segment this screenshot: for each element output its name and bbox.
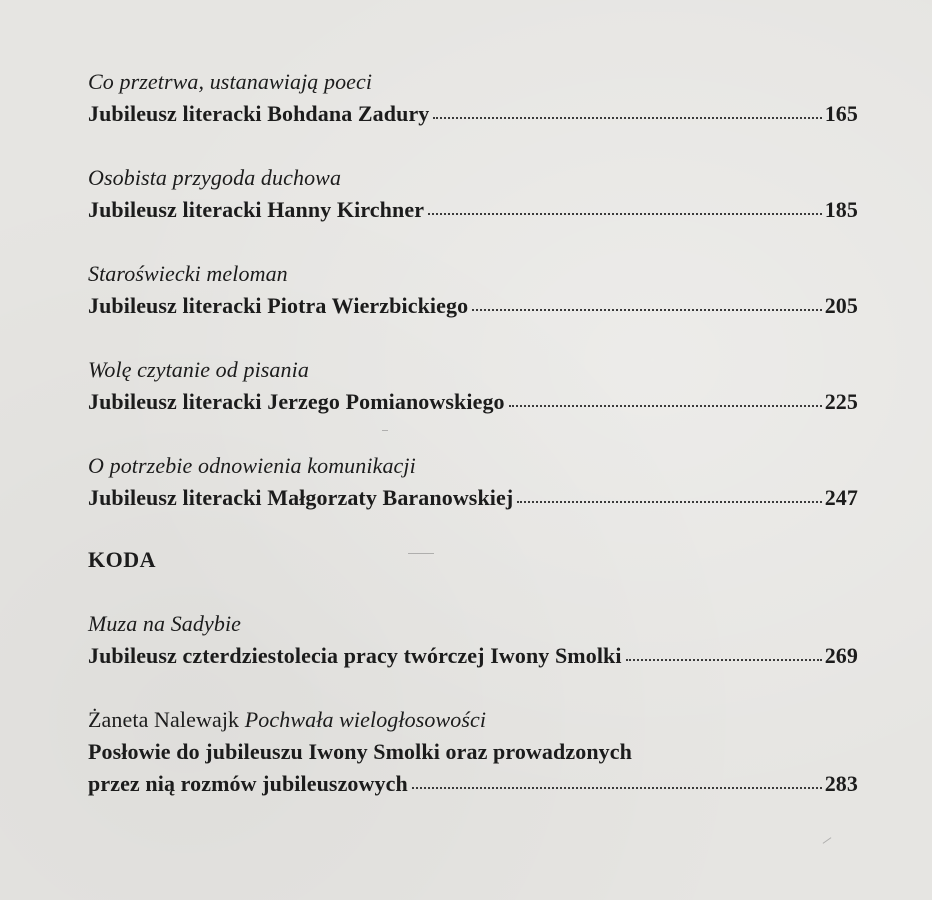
spacer [88,130,858,162]
dot-leader [428,212,822,215]
toc-entry [88,450,858,514]
spacer [88,576,858,608]
entry-subtitle-row[interactable] [88,768,858,800]
entry-subtitle: Jubileusz czterdziestolecia pracy twórczej Iwony Smolki [88,643,622,668]
entry-title: O potrzebie odnowienia komunikacji [88,453,416,478]
spacer [88,322,858,354]
entry-description-cont: przez nią rozmów jubileuszowych [88,771,408,796]
dot-leader [472,308,821,311]
paper-speck [382,430,388,431]
entry-subtitle-row[interactable] [88,98,858,130]
dot-leader [517,500,821,503]
paper-speck [823,837,832,844]
dot-leader [433,116,821,119]
section-heading: KODA [88,547,156,572]
entry-title: Co przetrwa, ustanawiają poeci [88,69,373,94]
page-number: 205 [824,293,858,318]
dot-leader [412,786,822,789]
dot-leader [626,658,822,661]
page-number: 269 [824,643,858,668]
table-of-contents [88,66,858,800]
toc-entry [88,258,858,322]
entry-subtitle-row[interactable] [88,482,858,514]
dot-leader [509,404,822,407]
page-number: 225 [824,389,858,414]
entry-subtitle: Jubileusz literacki Jerzego Pomianowskiego [88,389,505,414]
toc-entry [88,608,858,672]
entry-title: Pochwała wielogłosowości [244,707,487,732]
page-number: 283 [824,771,858,796]
page-number: 247 [824,485,858,510]
entry-subtitle: Jubileusz literacki Bohdana Zadury [88,101,430,126]
spacer [88,514,858,544]
entry-subtitle-row[interactable] [88,290,858,322]
entry-title-row [88,704,858,736]
entry-title: Wolę czytanie od pisania [88,357,309,382]
entry-description: Posłowie do jubileuszu Iwony Smolki oraz prowadzonych [88,739,632,764]
entry-title: Muza na Sadybie [88,611,242,636]
entry-subtitle-row[interactable] [88,194,858,226]
entry-subtitle: Jubileusz literacki Piotra Wierzbickiego [88,293,469,318]
entry-author: Żaneta Nalewajk [88,707,240,732]
entry-subtitle-row[interactable] [88,640,858,672]
toc-entry [88,162,858,226]
toc-entry [88,704,858,800]
entry-title: Staroświecki meloman [88,261,288,286]
spacer [88,418,858,450]
toc-entry [88,66,858,130]
entry-title: Osobista przygoda duchowa [88,165,342,190]
spacer [88,226,858,258]
entry-subtitle: Jubileusz literacki Hanny Kirchner [88,197,425,222]
toc-entry [88,354,858,418]
entry-subtitle-row[interactable] [88,386,858,418]
paper-speck [408,553,434,554]
page-number: 165 [824,101,858,126]
entry-subtitle: Jubileusz literacki Małgorzaty Baranowskiej [88,485,514,510]
page-number: 185 [824,197,858,222]
spacer [88,672,858,704]
